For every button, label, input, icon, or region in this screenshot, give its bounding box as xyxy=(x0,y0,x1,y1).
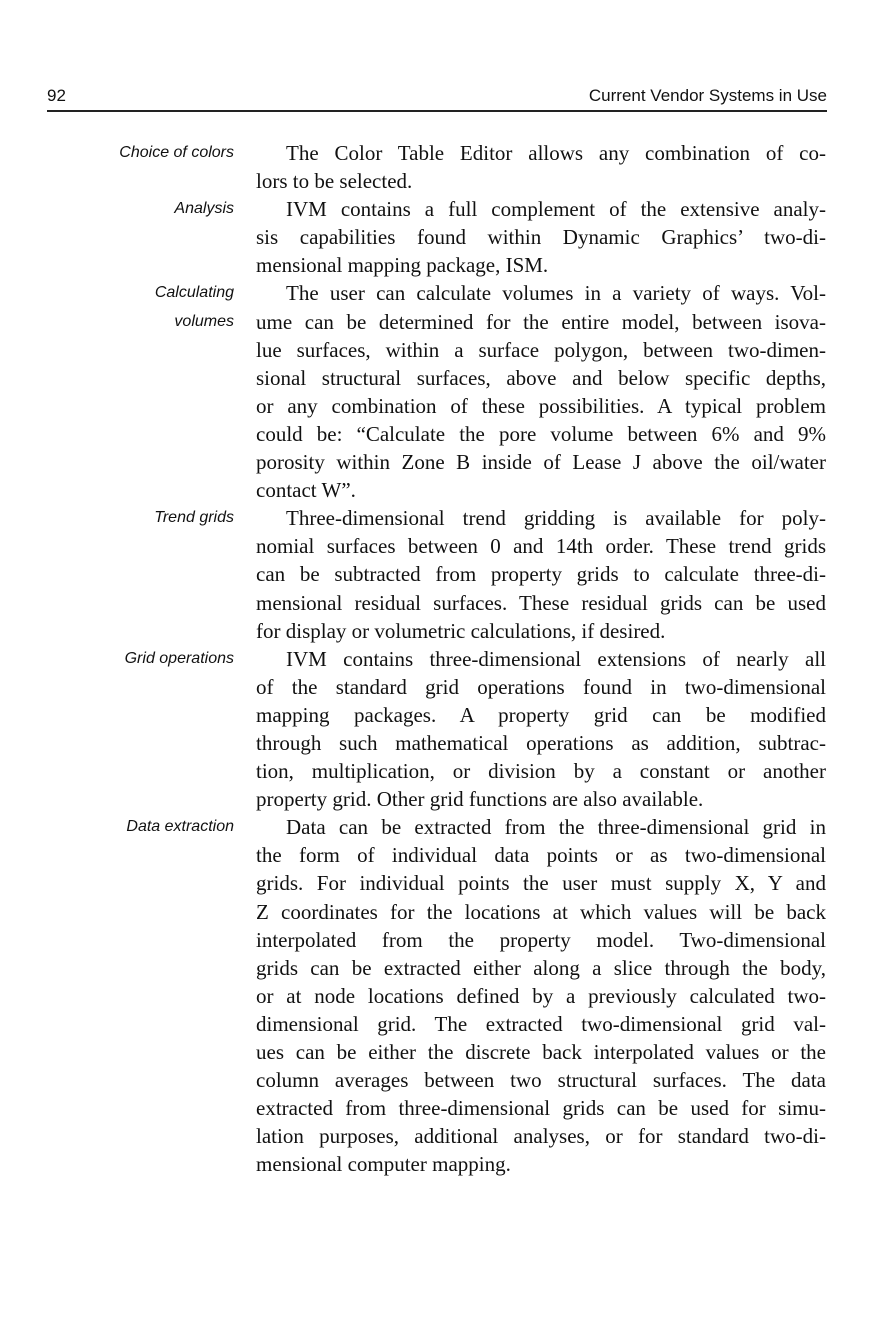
text-line xyxy=(0,617,879,645)
header-rule xyxy=(47,110,827,112)
paragraph-line: contact W”. xyxy=(256,478,356,503)
text-line xyxy=(0,448,879,476)
text-line xyxy=(0,1010,879,1038)
paragraph-line: interpolated from the property model. Two-dimensional xyxy=(256,927,826,952)
text-line xyxy=(0,420,879,448)
paragraph-line: lue surfaces, within a surface polygon, between two-dimen- xyxy=(256,337,826,362)
text-line xyxy=(0,1094,879,1122)
text-line xyxy=(0,785,879,813)
text-line xyxy=(0,954,879,982)
text-line xyxy=(0,701,879,729)
margin-note: Calculating xyxy=(154,284,234,302)
text-line xyxy=(0,673,879,701)
paragraph-line: the form of individual data points or as two-dimensional xyxy=(256,843,826,868)
text-line xyxy=(0,476,879,504)
text-line xyxy=(0,841,879,869)
text-line xyxy=(0,251,879,279)
text-line xyxy=(0,757,879,785)
page-header xyxy=(47,84,827,110)
text-line xyxy=(0,1038,879,1066)
paragraph-line: nomial surfaces between 0 and 14th order. These trend grids xyxy=(256,534,826,559)
paragraph-first-line: The Color Table Editor allows any combination of co- xyxy=(286,141,826,165)
text-line xyxy=(0,869,879,897)
paragraph-first-line: IVM contains a full complement of the extensive analy- xyxy=(286,197,826,222)
text-line xyxy=(0,195,879,223)
paragraph-line: grids. For individual points the user must supply X, Y and xyxy=(256,871,826,896)
margin-note: volumes xyxy=(174,312,234,330)
text-line xyxy=(0,813,879,841)
paragraph-line: extracted from three-dimensional grids can be used for simu- xyxy=(256,1096,826,1121)
text-line xyxy=(0,560,879,588)
text-line xyxy=(0,279,879,307)
paragraph-first-line: Data can be extracted from the three-dimensional grid in xyxy=(286,815,826,840)
paragraph-line: Z coordinates for the locations at which values will be back xyxy=(256,899,826,924)
text-line xyxy=(0,926,879,954)
text-line xyxy=(0,1122,879,1150)
page-number: 92 xyxy=(47,86,66,105)
text-line xyxy=(0,392,879,420)
paragraph-line: for display or volumetric calculations, if desired. xyxy=(256,618,666,643)
text-line xyxy=(0,308,879,336)
text-line xyxy=(0,504,879,532)
paragraph-line: lors to be selected. xyxy=(256,169,413,194)
paragraph-line: could be: “Calculate the pore volume between 6% and 9% xyxy=(256,421,826,446)
paragraph-first-line: IVM contains three-dimensional extensions of nearly all xyxy=(286,646,826,671)
text-line xyxy=(0,898,879,926)
paragraph-line: can be subtracted from property grids to calculate three-di- xyxy=(256,562,826,587)
text-line xyxy=(0,982,879,1010)
text-line xyxy=(0,532,879,560)
paragraph-line: dimensional grid. The extracted two-dimensional grid val- xyxy=(256,1011,826,1036)
margin-note: Trend grids xyxy=(154,509,234,527)
paragraph-line: or at node locations defined by a previously calculated two- xyxy=(256,983,826,1008)
text-line xyxy=(0,1066,879,1094)
paragraph-line: ume can be determined for the entire model, between isova- xyxy=(256,309,826,334)
paragraph-first-line: Three-dimensional trend gridding is available for poly- xyxy=(286,506,826,531)
text-line xyxy=(0,336,879,364)
paragraph-line: sional structural surfaces, above and below specific depths, xyxy=(256,365,826,390)
paragraph-line: lation purposes, additional analyses, or for standard two-di- xyxy=(256,1124,826,1149)
paragraph-line: sis capabilities found within Dynamic Graphics’ two-di- xyxy=(256,225,826,250)
paragraph-first-line: The user can calculate volumes in a variety of ways. Vol- xyxy=(286,281,826,306)
paragraph-line: mapping packages. A property grid can be modified xyxy=(256,702,826,727)
paragraph-line: grids can be extracted either along a slice through the body, xyxy=(256,955,826,980)
paragraph-line: mensional mapping package, ISM. xyxy=(256,253,549,278)
text-line xyxy=(0,589,879,617)
text-line xyxy=(0,139,879,167)
paragraph-line: tion, multiplication, or division by a constant or another xyxy=(256,759,826,784)
paragraph-line: mensional computer mapping. xyxy=(256,1152,511,1177)
text-line xyxy=(0,167,879,195)
margin-note: Data extraction xyxy=(126,818,234,836)
paragraph-line: through such mathematical operations as addition, subtrac- xyxy=(256,730,826,755)
text-line xyxy=(0,223,879,251)
body-text xyxy=(0,139,879,1178)
paragraph-line: mensional residual surfaces. These residual grids can be used xyxy=(256,590,826,615)
paragraph-line: column averages between two structural surfaces. The data xyxy=(256,1068,826,1093)
text-line xyxy=(0,364,879,392)
paragraph-line: ues can be either the discrete back interpolated values or the xyxy=(256,1040,826,1064)
margin-note: Choice of colors xyxy=(119,144,234,161)
text-line xyxy=(0,645,879,673)
margin-note: Analysis xyxy=(174,200,234,218)
running-title: Current Vendor Systems in Use xyxy=(588,86,827,105)
text-line xyxy=(0,1150,879,1178)
paragraph-line: porosity within Zone B inside of Lease J above the oil/water xyxy=(256,450,826,475)
paragraph-line: of the standard grid operations found in two-dimensional xyxy=(256,674,826,699)
paragraph-line: or any combination of these possibilities. A typical problem xyxy=(256,393,826,418)
text-line xyxy=(0,729,879,757)
paragraph-line: property grid. Other grid functions are also available. xyxy=(256,787,704,812)
margin-note: Grid operations xyxy=(124,649,234,667)
